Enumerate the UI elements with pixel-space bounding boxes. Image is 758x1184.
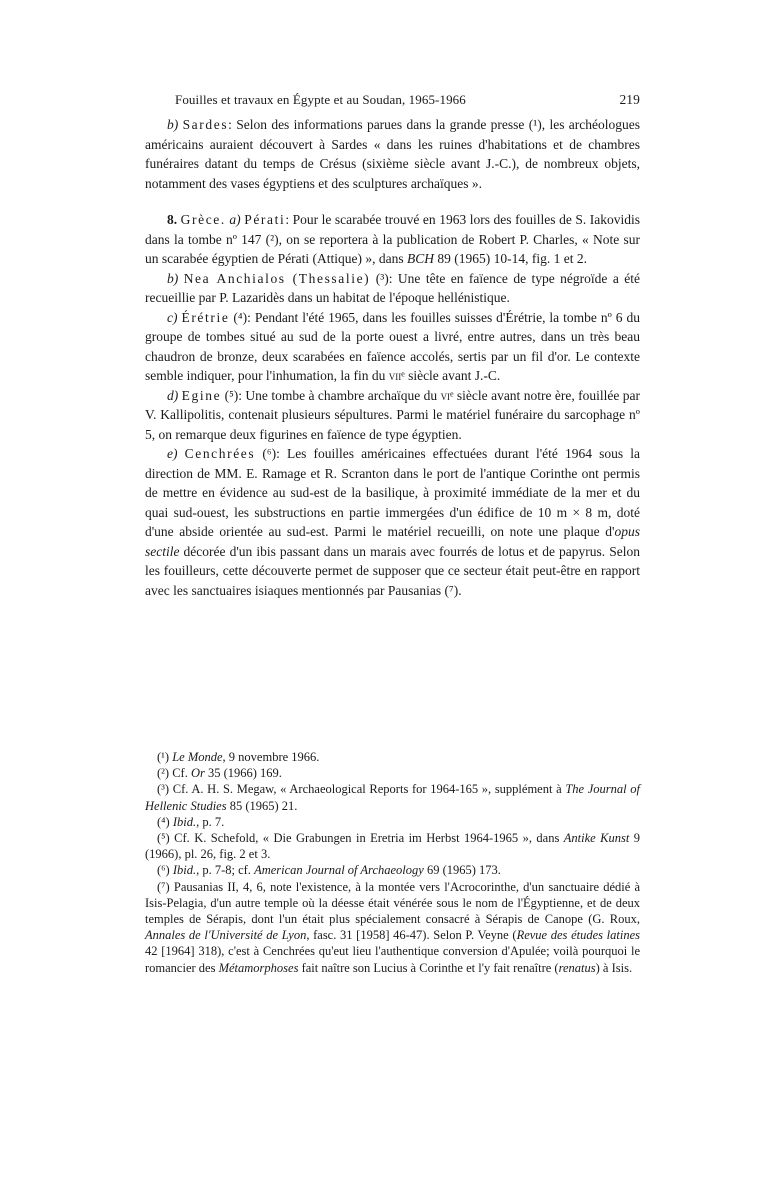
section-country: Grèce. xyxy=(180,212,226,227)
page-number: 219 xyxy=(619,92,640,107)
footnote-1 xyxy=(145,749,640,765)
paragraph-cenchrees xyxy=(145,444,640,600)
latin-term: opus sectile xyxy=(145,524,640,559)
paragraph-text: (³): Une tête en faïence de type négroïde a été recueillie par P. Lazaridès dans un habitat de l'époque hellénistique. xyxy=(145,270,641,305)
place-name: Érétrie xyxy=(181,309,230,325)
footnote-text: , fasc. 31 [1958] 46-47). Selon P. Veyne ( xyxy=(306,928,517,943)
paragraph-egine xyxy=(145,386,640,445)
place-name: Cenchrées xyxy=(184,446,256,461)
cited-title: Annales de l'Université de Lyon xyxy=(145,928,307,943)
footnote-2 xyxy=(145,765,640,781)
paragraph-nea-anchialos xyxy=(145,269,640,308)
footnote-text: fait naître son Lucius à Corinthe et l'y fait renaître ( xyxy=(298,960,559,975)
century-numeral: vii xyxy=(388,368,402,383)
footnote-5 xyxy=(145,830,640,862)
paragraph-text: (⁵): Une tombe à chambre archaïque du xyxy=(221,387,441,403)
footnote-text: 69 (1965) 173. xyxy=(423,863,501,878)
footnote-text: , p. 7-8; cf. xyxy=(196,863,255,878)
running-title: Fouilles et travaux en Égypte et au Soudan, 1965-1966 xyxy=(175,92,466,107)
footnote-7 xyxy=(145,879,640,976)
paragraph-text: ᵉ siècle avant notre ère, fouillée par V. Kallipolitis, contenait plusieurs sépultures. Parmi le matériel funéraire du sarcophage nº 5, on remarque deux figurines en faïence de type égyptien. xyxy=(145,387,641,442)
paragraph-perati xyxy=(145,210,640,269)
place-name: Sardes xyxy=(182,117,229,132)
footnote-text: 42 [1964] 318), c'est à Cenchrées qu'eut lieu l'authentique conversion d'Apulée; voilà pourquoi le romancier des xyxy=(145,944,640,975)
footnote-4 xyxy=(145,814,640,830)
cited-title: The Journal of Hellenic Studies xyxy=(145,782,641,813)
item-letter: b) xyxy=(167,117,179,132)
footnote-text: Cf. K. Schefold, « Die Grabungen in Eretria im Herbst 1964-1965 », dans xyxy=(174,831,564,846)
paragraph-text: (⁶): Les fouilles américaines effectuées durant l'été 1964 sous la direction de MM. E. Ramage et R. Scranton dans le port de l'antique Corinthe ont permis de mettre en évidence au sud-est de la basilique, à proximité immédiate de la mer et du quai sud-ouest, les substructions en partie immergées d'un édifice de 10 m × 8 m, doté d'une abside orientée au sud-est. Parmi le matériel recueilli, on note une plaque d' xyxy=(145,446,640,539)
footnote-text: Cf. A. H. S. Megaw, « Archaeological Reports for 1964-165 », supplément à xyxy=(172,782,566,797)
item-letter: d) xyxy=(167,387,179,403)
footnote-mark: (⁴) xyxy=(157,814,173,829)
footnote-text: , 9 novembre 1966. xyxy=(222,750,320,764)
footnote-text: Cf. xyxy=(172,766,191,781)
item-letter: b) xyxy=(167,270,179,286)
item-letter: a) xyxy=(229,212,241,227)
cited-title: Ibid. xyxy=(172,814,197,829)
cited-title: Ibid. xyxy=(172,863,197,878)
place-name: Nea Anchialos (Thessalie) xyxy=(183,270,371,286)
item-letter: e) xyxy=(167,446,178,461)
cited-title: Le Monde xyxy=(172,750,223,764)
cited-title: Antike Kunst xyxy=(563,831,630,846)
place-name: Pérati xyxy=(244,212,286,227)
footnote-text: 9 (1966), pl. 26, fig. 2 et 3. xyxy=(145,831,641,862)
paragraph-text: ᵉ siècle avant J.-C. xyxy=(401,368,501,383)
running-header xyxy=(175,92,640,108)
paragraph-text: : Selon des informations parues dans la grande presse (¹), les archéologues américains auraient découvert à Sardes « dans les ruines d'habitations et de chambres funéraires datant du temps de Crésus (sixième siècle avant J.-C.), de nombreux objets, notamment des vases égyptiens et des sculptures archaïques ». xyxy=(145,117,640,191)
footnote-6 xyxy=(145,862,640,878)
cited-title: Or xyxy=(190,766,205,781)
footnotes xyxy=(145,749,640,976)
paragraph-text: 89 (1965) 10-14, fig. 1 et 2. xyxy=(434,251,588,266)
paragraph-sardes xyxy=(145,115,640,193)
cited-title: American Journal of Archaeology xyxy=(254,863,424,878)
section-number: 8. xyxy=(167,212,178,227)
footnote-3 xyxy=(145,781,640,813)
page-column xyxy=(145,92,640,600)
footnote-mark: (⁶) xyxy=(157,863,173,878)
item-letter: c) xyxy=(167,309,178,325)
footnote-text: ) à Isis. xyxy=(595,960,633,975)
journal-title: BCH xyxy=(407,251,435,266)
footnote-mark: (³) xyxy=(157,782,173,797)
cited-title: renatus xyxy=(558,960,596,975)
footnote-mark: (⁷) xyxy=(157,879,174,894)
paragraph-text: décorée d'un ibis passant dans un marais avec fourrés de lotus et de papyrus. Selon les fouilleurs, cette découverte permet de supposer que ce secteur était peut-être en rapport avec les sanctuaires isiaques mentionnés par Pausanias (⁷). xyxy=(145,543,640,598)
century-numeral: vi xyxy=(440,387,451,403)
cited-title: Métamorphoses xyxy=(218,960,299,975)
footnote-text: , p. 7. xyxy=(196,814,225,829)
paragraph-text: : Pour le scarabée trouvé en 1963 lors des fouilles de S. Iakovidis dans la tombe nº 147 (²), on se reportera à la publication de Robert P. Charles, « Note sur un scarabée égyptien de Pérati (Attique) », dans xyxy=(145,212,641,266)
footnote-mark: (¹) xyxy=(157,750,173,764)
cited-title: Revue des études latines xyxy=(516,928,640,943)
paragraph-eretrie xyxy=(145,308,640,386)
place-name: Egine xyxy=(181,387,222,403)
footnote-text: 85 (1965) 21. xyxy=(226,798,298,813)
footnote-mark: (⁵) xyxy=(157,831,175,846)
footnote-text: Pausanias II, 4, 6, note l'existence, à la montée vers l'Acrocorinthe, d'un sanctuaire dédié à Isis-Pelagia, d'un autre temple où la déesse était vénérée sous le nom de l'Égyptienne, et de deux temples de Sérapis, dont l'un était plus spécialement consacré à Sérapis de Canope (G. Roux, xyxy=(145,879,641,927)
footnote-text: 35 (1966) 169. xyxy=(204,766,282,781)
main-text xyxy=(145,115,640,600)
paragraph-text: (⁴): Pendant l'été 1965, dans les fouilles suisses d'Érétrie, la tombe nº 6 du groupe de tombes situé au sud de la porte ouest a livré, entre autres, dans un très beau chaudron de bronze, deux scarabées en faïence accolés, sertis par un fil d'or. Le contexte semble indiquer, pour l'inhumation, la fin du xyxy=(145,309,641,383)
footnote-mark: (²) xyxy=(157,766,173,781)
